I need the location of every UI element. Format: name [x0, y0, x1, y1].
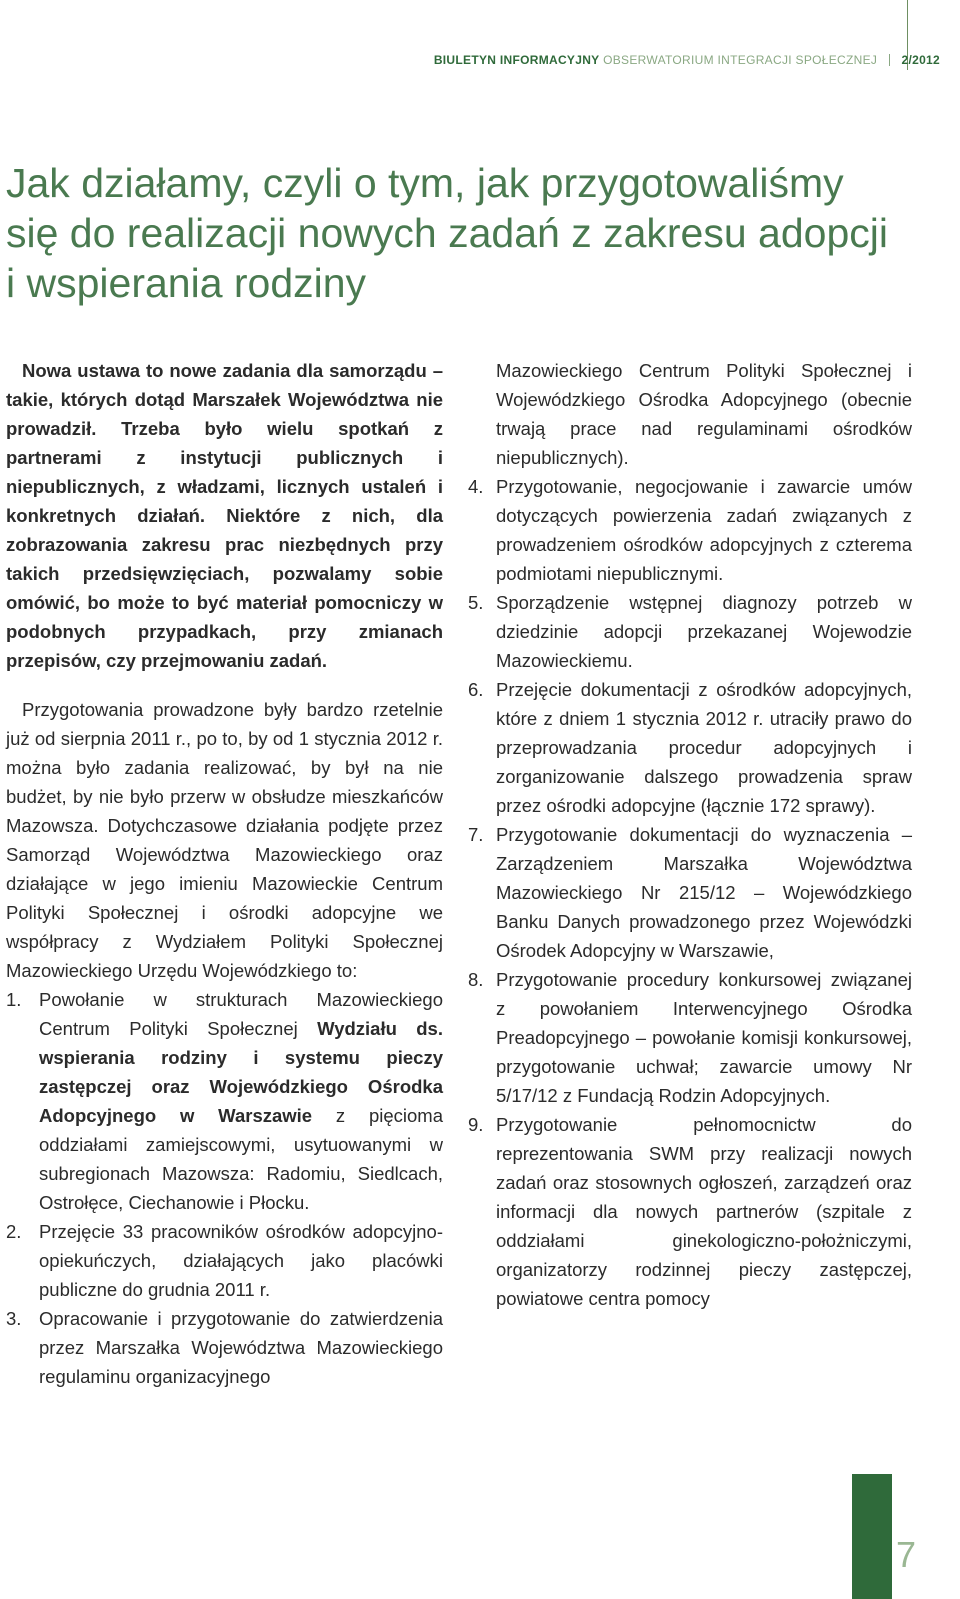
list-item-text: Powołanie w strukturach Mazowieckiego Centrum Polityki Społecznej — [39, 989, 443, 1039]
list-item-number: 6. — [468, 679, 484, 700]
intro-text: Przygotowania prowadzone były bardzo rzetelnie już od sierpnia 2011 r., po to, by od 1 stycznia 2012 r. można było zadania realizować, by był na nie budżet, by nie było przerw w obsłudze mieszkańców Mazowsza. Dotychczasowe działania podjęte przez Samorząd Województwa Mazowieckiego oraz działające w jego imieniu Mazowieckie Centrum Polityki Społecznej i ośrodki adopcyjne we współpracy z Wydziałem Polityki Społecznej Mazowieckiego Urzędu Wojewódzkiego to: — [6, 699, 443, 981]
page-marker-bar — [852, 1474, 892, 1599]
list-item — [468, 472, 912, 588]
action-list-part-2 — [468, 472, 912, 1313]
list-item-number: 1. — [6, 989, 22, 1010]
list-item — [468, 965, 912, 1110]
list-item — [468, 820, 912, 965]
list-item-text: Sporządzenie wstępnej diagnozy potrzeb w dziedzinie adopcji przekazanej Wojewodzie Mazowieckiemu. — [496, 592, 912, 671]
list-item-text: Przygotowanie procedury konkursowej związanej z powołaniem Interwencyjnego Ośrodka Preadopcyjnego – powołanie komisji konkursowej, przygotowanie uchwał; zawarcie umowy Nr 5/17/12 z Fundacją Rodzin Adopcyjnych. — [496, 969, 912, 1106]
list-item-number: 4. — [468, 476, 484, 497]
list-item-text: Przejęcie dokumentacji z ośrodków adopcyjnych, które z dniem 1 stycznia 2012 r. utraciły prawo do przeprowadzania procedur adopcyjnych i zorganizowanie dalszego prowadzenia spraw przez ośrodki adopcyjne (łącznie 172 sprawy). — [496, 679, 912, 816]
list-item — [6, 1304, 443, 1391]
list-item — [6, 985, 443, 1217]
list-item-number: 3. — [6, 1308, 22, 1329]
list-item — [468, 588, 912, 675]
list-item-text: Przygotowanie dokumentacji do wyznaczenia – Zarządzeniem Marszałka Województwa Mazowieckiego Nr 215/12 – Wojewódzkiego Banku Danych prowadzonego przez Wojewódzki Ośrodek Adopcyjny w Warszawie, — [496, 824, 912, 961]
list-item-text: Opracowanie i przygotowanie do zatwierdzenia przez Marszałka Województwa Mazowieckiego regulaminu organizacyjnego — [39, 1308, 443, 1387]
list-item-text: Przygotowanie, negocjowanie i zawarcie umów dotyczących powierzenia zadań związanych z prowadzeniem ośrodków adopcyjnych z czterema podmiotami niepublicznymi. — [496, 476, 912, 584]
list-item-text-end: z pięcioma oddziałami zamiejscowymi, usytuowanymi w subregionach Mazowsza: Radomiu, Siedlcach, Ostrołęce, Ciechanowie i Płocku. — [39, 1105, 443, 1213]
article-title: Jak działamy, czyli o tym, jak przygotowaliśmy się do realizacji nowych zadań z zakresu adopcji i wspierania rodziny — [6, 160, 888, 306]
list-item-continued: Mazowieckiego Centrum Polityki Społecznej i Wojewódzkiego Ośrodka Adopcyjnego (obecnie trwają prace nad regulaminami ośrodków niepublicznych). — [496, 360, 912, 468]
header-separator — [889, 54, 890, 66]
lead-text: Nowa ustawa to nowe zadania dla samorządu – takie, których dotąd Marszałek Województwa nie prowadził. Trzeba było wielu spotkań z partnerami z instytucji publicznych i niepublicznych, z władzami, licznych ustaleń i konkretnych działań. Niektóre z nich, dla zobrazowania zakresu prac niezbędnych przy takich przedsięwzięciach, pozwalamy sobie omówić, bo może to być materiał pomocniczy w podobnych przypadkach, przy zmianach przepisów, czy przejmowaniu zadań. — [6, 360, 443, 671]
list-item-text: Przygotowanie pełnomocnictw do reprezentowania SWM przy realizacji nowych zadań oraz stosownych ogłoszeń, zarządzeń oraz informacji dla nowych partnerów (szpitale z oddziałami ginekologiczno-położniczymi, organizatorzy rodzinnej pieczy zastępczej, powiatowe centra pomocy — [496, 1114, 912, 1309]
publication-subtitle: OBSERWATORIUM INTEGRACJI SPOŁECZNEJ — [603, 53, 878, 67]
running-header — [434, 53, 940, 67]
list-item-bold-text: Wydziału ds. wspierania rodziny i systemu pieczy zastępczej oraz Wojewódzkiego Ośrodka Adopcyjnego w Warszawie — [39, 1018, 443, 1126]
action-list-part-1 — [6, 985, 443, 1391]
list-item-number: 7. — [468, 824, 484, 845]
issue-number: 2/2012 — [901, 53, 940, 67]
lead-paragraph — [6, 356, 443, 675]
right-column — [468, 356, 912, 1313]
list-item — [468, 675, 912, 820]
list-item — [6, 1217, 443, 1304]
list-item-number: 9. — [468, 1114, 484, 1135]
left-column — [6, 356, 443, 1391]
list-item — [468, 1110, 912, 1313]
list-item-number: 2. — [6, 1221, 22, 1242]
list-item-number: 8. — [468, 969, 484, 990]
intro-paragraph — [6, 695, 443, 985]
list-item-text: Przejęcie 33 pracowników ośrodków adopcyjno-opiekuńczych, działających jako placówki publiczne do grudnia 2011 r. — [39, 1221, 443, 1300]
publication-name: BIULETYN INFORMACYJNY — [433, 53, 600, 67]
page-number: 7 — [896, 1534, 917, 1575]
list-item-number: 5. — [468, 592, 484, 613]
